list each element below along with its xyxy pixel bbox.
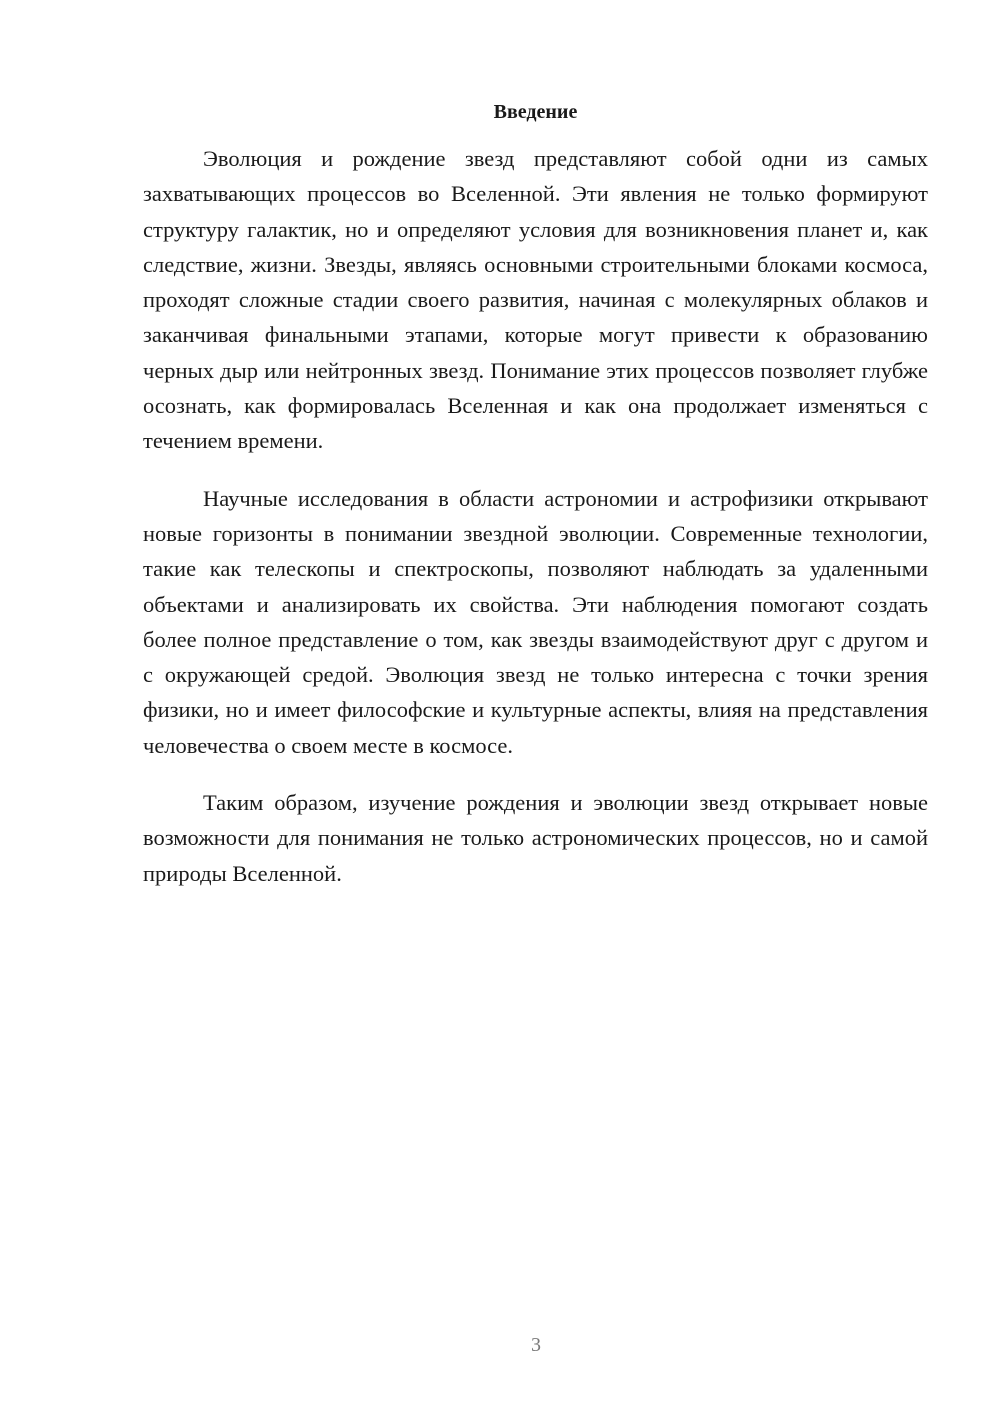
paragraph: Научные исследования в области астрономии и астрофизики открывают новые горизонты в понимании звездной эволюции. Современные технологии, такие как телескопы и спектроскопы, позволяют наблюдать за удаленными объектами и анализировать их свойства. Эти наблюдения помогают создать более полное представление о том, как звезды взаимодействуют друг с другом и с окружающей средой. Эволюция звезд не только интересна с точки зрения физики, но и имеет философские и культурные аспекты, влияя на представления человечества о своем месте в космосе. [143, 485, 928, 758]
page-number: 3 [531, 1334, 541, 1356]
body-text [143, 141, 928, 913]
paragraph: Таким образом, изучение рождения и эволюции звезд открывает новые возможности для понимания не только астрономических процессов, но и самой природы Вселенной. [143, 790, 928, 886]
paragraph: Эволюция и рождение звезд представляют собой одни из самых захватывающих процессов во Вселенной. Эти явления не только формируют структуру галактик, но и определяют условия для возникновения планет и, как следствие, жизни. Звезды, являясь основными строительными блоками космоса, проходят сложные стадии своего развития, начиная с молекулярных облаков и заканчивая финальными этапами, которые могут привести к образованию черных дыр или нейтронных звезд. Понимание этих процессов позволяет глубже осознать, как формировалась Вселенная и как она продолжает изменяться с течением времени. [143, 146, 928, 454]
section-title: Введение [493, 101, 578, 123]
